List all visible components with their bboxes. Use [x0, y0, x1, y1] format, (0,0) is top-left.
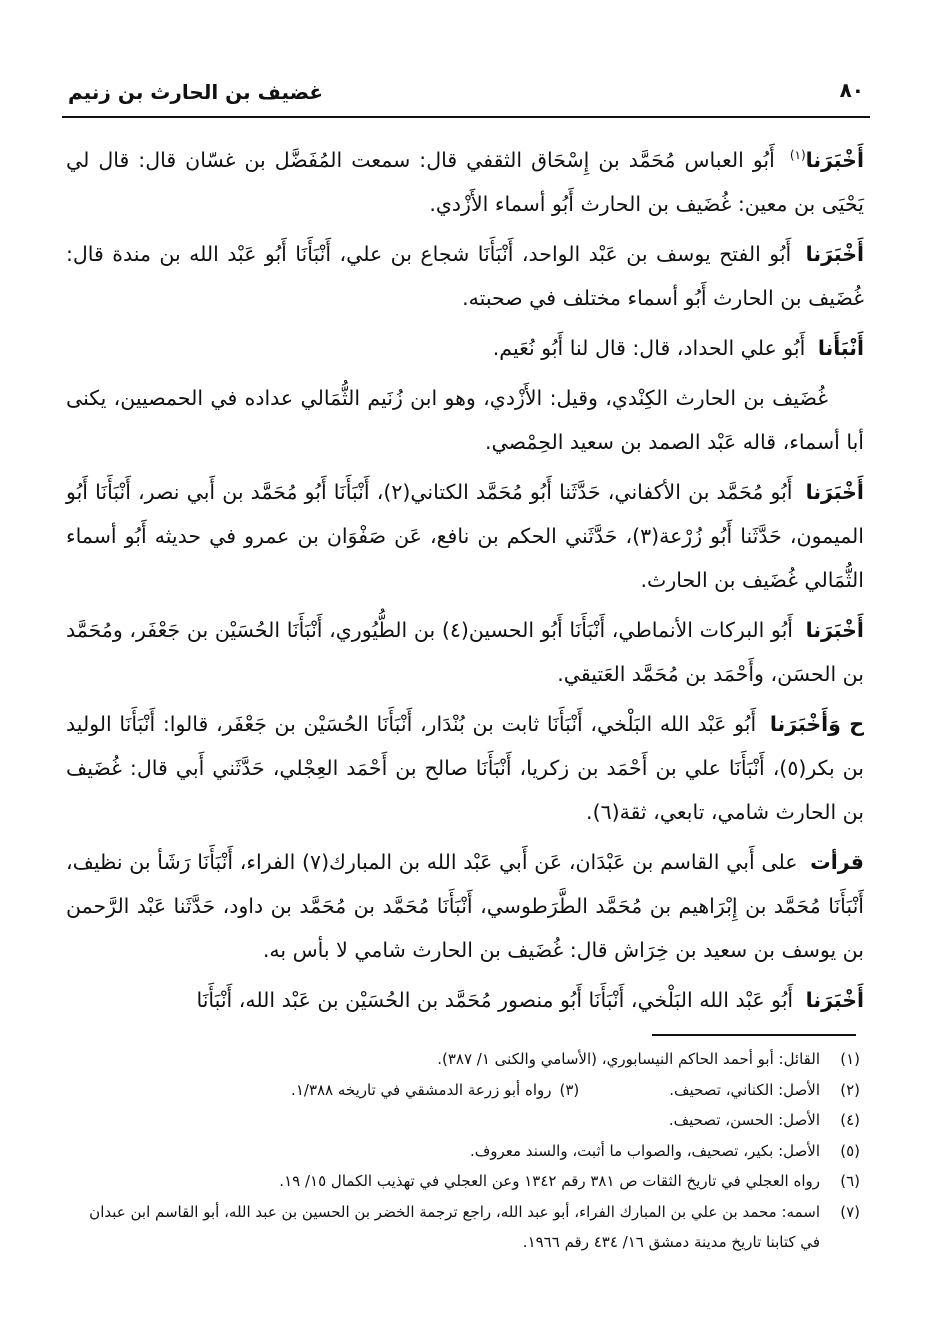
footnote-text: الأصل: الكناني، تصحيف. — [669, 1080, 820, 1099]
lead-word: أَخْبَرَنا — [805, 148, 864, 172]
footnote-5 — [78, 1136, 860, 1167]
footnote-text: الأصل: الحسن، تصحيف. — [668, 1111, 820, 1129]
footnote-text: رواه العجلي في تاريخ الثقات ص ٣٨١ رقم ١٣٤٢ وعن العجلي في تهذيب الكمال ١٥/ ١٩. — [279, 1172, 820, 1190]
running-title: غضيف بن الحارث بن زنيم — [68, 80, 323, 104]
footnote-7 — [78, 1197, 860, 1258]
paragraph-5 — [66, 470, 864, 602]
paragraph-8 — [66, 840, 864, 972]
footnote-text: القائل: أبو أحمد الحاكم النيسابوري، (الأسامي والكنى ١/ ٣٨٧). — [437, 1050, 820, 1068]
footnote-2 — [78, 1075, 860, 1106]
paragraph-text: أَبُو علي الحداد، قال: قال لنا أَبُو نُعَيم. — [492, 336, 806, 360]
paragraph-lead: أَخْبَرَنا — [805, 242, 864, 266]
footnote-6 — [78, 1166, 860, 1197]
footnote-ref: (١) — [789, 148, 806, 163]
footnote-number: (٧) — [840, 1202, 860, 1221]
paragraph-text: أَبُو عَبْد الله البَلْخي، أَنْبَأَنَا أَبُو منصور مُحَمَّد بن الحُسَيْن بن عَبْد الله، أَنْبَأَنَا — [196, 988, 794, 1012]
footnote-number: (٣) — [559, 1080, 580, 1099]
header-rule — [62, 116, 870, 118]
paragraph-1 — [66, 138, 864, 226]
footnote-text: رواه أبو زرعة الدمشقي في تاريخه ١/٣٨٨. — [291, 1080, 552, 1099]
paragraph-3 — [66, 326, 864, 370]
footnote-text: الأصل: بكير، تصحيف، والصواب ما أثبت، والسند معروف. — [469, 1141, 820, 1160]
paragraph-text: غُضَيف بن الحارث الكِنْدي، وقيل: الأَزْدي، وهو ابن زُنَيم الثُّمَالي عداده في الحمصيين، يكنى أبا أسماء، قاله عَبْد الصمد بن سعيد الحِمْصي. — [66, 386, 864, 454]
paragraph-text: أَبُو مُحَمَّد بن الأكفاني، حَدَّثَنا أَبُو مُحَمَّد الكتاني(٢)، أَنْبَأَنَا أَبُو مُحَمَّد بن أَبي نصر، أَنْبَأَنَا أَبُو الميمون، حَدَّثَنا أَبُو زُرْعة(٣)، حَدَّثَني الحكم بن نافع، عَن صَفْوَان بن عمرو في حديثه أَبُو أسماء الثُّمَالي غُضَيف بن الحارث. — [66, 480, 864, 592]
paragraph-6 — [66, 608, 864, 696]
main-text — [66, 138, 864, 1028]
paragraph-text: أَبُو الفتح يوسف بن عَبْد الواحد، أَنْبَأَنَا شجاع بن علي، أَنْبَأَنَا أَبُو عَبْد الله بن مندة قال: غُضَيف بن الحارث أَبُو أسماء مختلف في صحبته. — [66, 242, 864, 310]
paragraph-lead: أَخْبَرَنا — [805, 618, 864, 642]
footnote-text: اسمه: محمد بن علي بن المبارك الفراء، أبو عبد الله، راجع ترجمة الخضر بن الحسين بن عبد الله، أبو القاسم ابن عبدان في كتابنا تاريخ مدينة دمشق ١٦/ ٤٣٤ رقم ١٩٦٦. — [89, 1202, 820, 1251]
footnote-rule — [652, 1034, 856, 1036]
footnote-number: (٥) — [840, 1141, 860, 1160]
paragraph-text: أَبُو العباس مُحَمَّد بن إِسْحَاق الثقفي قال: سمعت المُفَضَّل بن غسّان قال: قال لي يَحْيَى بن معين: غُضَيف بن الحارث أَبُو أسماء الأَزْدي. — [66, 148, 864, 216]
footnote-number: (٤) — [840, 1111, 860, 1129]
page-header — [62, 66, 870, 114]
paragraph-lead: أَخْبَرَنا — [805, 480, 864, 504]
paragraph-7 — [66, 702, 864, 834]
paragraph-lead: أَنْبَأَنا — [817, 336, 864, 360]
footnote-number: (٢) — [840, 1080, 860, 1099]
paragraph-9 — [66, 978, 864, 1022]
paragraph-lead: ح وَأَخْبَرَنا — [769, 712, 864, 736]
paragraph-text: على أَبي القاسم بن عَبْدَان، عَن أَبي عَبْد الله بن المبارك(٧) الفراء، أَنْبَأَنَا رَشَأ بن نظيف، أَنْبَأَنَا مُحَمَّد بن إِبْرَاهيم بن مُحَمَّد الطَّرَطوسي، أَنْبَأَنَا مُحَمَّد بن مُحَمَّد بن داود، حَدَّثَنا عَبْد الرَّحمن بن يوسف بن سعيد بن خِرَاش قال: غُضَيف بن الحارث شامي لا بأس به. — [66, 850, 864, 962]
page-number: ٨٠ — [839, 78, 864, 102]
paragraph-text: أَبُو البركات الأنماطي، أَنْبَأَنَا أَبُو الحسين(٤) بن الطُّيُوري، أَنْبَأَنَا الحُسَيْن بن جَعْفَر، ومُحَمَّد بن الحسَن، وأَحْمَد بن مُحَمَّد العَتيقي. — [66, 618, 864, 686]
paragraph-lead: أَخْبَرَنا — [805, 988, 864, 1012]
footnote-number: (٦) — [840, 1172, 860, 1190]
footnote-1 — [78, 1044, 860, 1075]
paragraph-text: أَبُو عَبْد الله البَلْخي، أَنْبَأَنَا ثابت بن بُنْدَار، أَنْبَأَنَا الحُسَيْن بن جَعْفَر، قالوا: أَنْبَأَنَا الوليد بن بكر(٥)، أَنْبَأَنَا علي بن أَحْمَد بن زكريا، أَنْبَأَنَا صالح بن أَحْمَد العِجْلي، حَدَّثَني أَبي قال: غُضَيف بن الحارث شامي، تابعي، ثقة(٦). — [66, 712, 864, 824]
footnote-4 — [78, 1105, 860, 1136]
paragraph-lead — [790, 148, 864, 172]
footnote-number: (١) — [840, 1050, 860, 1068]
paragraph-2 — [66, 232, 864, 320]
paragraph-lead: قرأت — [810, 850, 864, 874]
paragraph-4 — [66, 376, 864, 464]
footnotes — [78, 1044, 860, 1258]
